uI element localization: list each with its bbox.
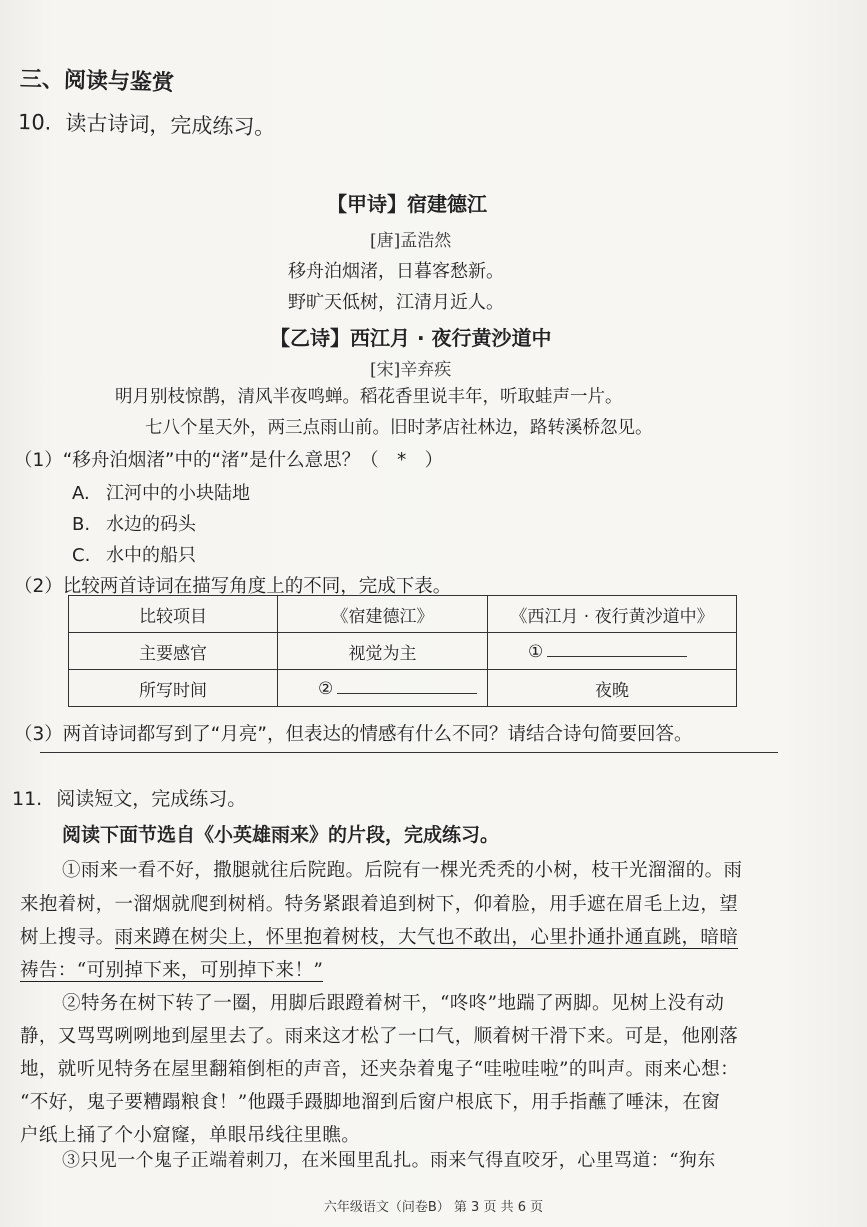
- poem2-line-1: 明月别枝惊鹊，清风半夜鸣蝉。稻花香里说丰年，听取蛙声一片。: [115, 387, 623, 407]
- passage-line: ②特务在树下转了一圈，用脚后跟蹬着树干，“咚咚”地踹了两脚。见树上没有动: [62, 993, 725, 1014]
- question-text: 阅读短文，完成练习。: [56, 788, 247, 810]
- comparison-table: [68, 595, 737, 707]
- option-c: [72, 541, 196, 567]
- passage-line: 静，又骂骂咧咧地到屋里去了。雨来这才松了一口气，顺着树干滑下来。可是，他刚落: [20, 1026, 739, 1047]
- option-b: [72, 510, 196, 536]
- table-row: [69, 596, 737, 633]
- poem2-author: [宋]辛弃疾: [370, 360, 452, 380]
- fill-blank[interactable]: [337, 677, 477, 694]
- option-text: 水边的码头: [106, 514, 196, 535]
- passage-line: ③只见一个鬼子正端着刺刀，在米囤里乱扎。雨来气得直咬牙，心里骂道：“狗东: [62, 1150, 716, 1171]
- passage-line: [20, 923, 738, 949]
- passage-line: 户纸上捅了个小窟窿，单眼吊线往里瞧。: [20, 1125, 361, 1146]
- option-text: 江河中的小块陆地: [106, 483, 250, 504]
- passage-text: 树上搜寻。: [20, 927, 115, 948]
- subquestion-text: “移舟泊烟渚”中的“渚”是什么意思？（: [62, 450, 379, 471]
- blank-marker: ①: [528, 642, 544, 662]
- subquestion-text: 两首诗词都写到了“月亮”，但表达的情感有什么不同？请结合诗句简要回答。: [62, 724, 693, 745]
- poem1-line-2: 野旷天低树，江清月近人。: [288, 292, 504, 313]
- subquestion-label: （1）: [14, 450, 63, 471]
- subquestion-text: 比较两首诗词在描写角度上的不同，完成下表。: [62, 576, 452, 597]
- passage-line: 地，就听见特务在屋里翻箱倒柜的声音，还夹杂着鬼子“哇啦哇啦”的叫声。雨来心想：: [20, 1059, 740, 1080]
- poem2-title: 【乙诗】西江月 · 夜行黄沙道中: [270, 326, 552, 350]
- passage-line: 来抱着树，一溜烟就爬到树梢。特务紧跟着追到树下，仰着脸，用手遮在眉毛上边，望: [20, 894, 739, 915]
- table-cell: 主要感官: [69, 633, 278, 670]
- question-number: 10.: [17, 110, 52, 135]
- underlined-sentence: 祷告：“可别掉下来，可别掉下来！”: [20, 960, 324, 981]
- table-header-cell: 《西江月 · 夜行黄沙道中》: [488, 596, 737, 633]
- paren-close: ）: [424, 450, 444, 471]
- option-text: 水中的船只: [106, 545, 196, 566]
- question-number: 11.: [12, 788, 43, 810]
- subquestion-3: [14, 720, 692, 746]
- table-cell: 所写时间: [69, 670, 278, 707]
- table-row: [69, 670, 737, 707]
- passage-line: “不好，鬼子要糟蹋粮食！”他蹑手蹑脚地溜到后窗户根底下，用手指蘸了唾沫，在窗: [20, 1092, 721, 1113]
- passage-line: [20, 956, 323, 982]
- option-label: A.: [72, 483, 90, 504]
- fill-blank[interactable]: [547, 640, 687, 657]
- table-cell-blank-2[interactable]: [278, 670, 488, 707]
- answer-mark: *: [397, 450, 407, 471]
- option-label: B.: [72, 514, 91, 535]
- table-row: [69, 633, 737, 670]
- answer-line[interactable]: [40, 752, 778, 753]
- table-header-cell: 《宿建德江》: [278, 596, 488, 633]
- poem1-title: 【甲诗】宿建德江: [327, 192, 487, 216]
- passage-title: 阅读下面节选自《小英雄雨来》的片段，完成练习。: [62, 824, 500, 846]
- subquestion-label: （3）: [14, 724, 63, 745]
- underlined-sentence: 雨来蹲在树尖上，怀里抱着树枝，大气也不敢出，心里扑通扑通直跳，暗暗: [114, 927, 739, 948]
- question-11-prompt: [12, 784, 246, 811]
- page-footer: 六年级语文（问卷B） 第 3 页 共 6 页: [323, 1200, 544, 1215]
- blank-marker: ②: [318, 679, 334, 699]
- poem1-line-1: 移舟泊烟渚，日暮客愁新。: [288, 261, 504, 282]
- question-10-prompt: [18, 106, 276, 141]
- poem1-author: [唐]孟浩然: [370, 231, 452, 251]
- poem2-line-2: 七八个星天外，两三点雨山前。旧时茅店社林边，路转溪桥忽见。: [145, 418, 653, 438]
- table-header-cell: 比较项目: [69, 596, 278, 633]
- passage-line: ①雨来一看不好，撒腿就往后院跑。后院有一棵光秃秃的小树，枝干光溜溜的。雨: [62, 860, 743, 881]
- table-cell-blank-1[interactable]: [488, 633, 737, 670]
- table-cell: 视觉为主: [278, 633, 488, 670]
- option-a: [72, 479, 250, 505]
- section-title: 三、阅读与鉴赏: [19, 67, 175, 97]
- subquestion-1: [14, 446, 443, 472]
- table-cell: 夜晚: [488, 670, 737, 707]
- option-label: C.: [72, 545, 91, 566]
- question-text: 读古诗词，完成练习。: [65, 110, 276, 140]
- subquestion-label: （2）: [14, 576, 63, 597]
